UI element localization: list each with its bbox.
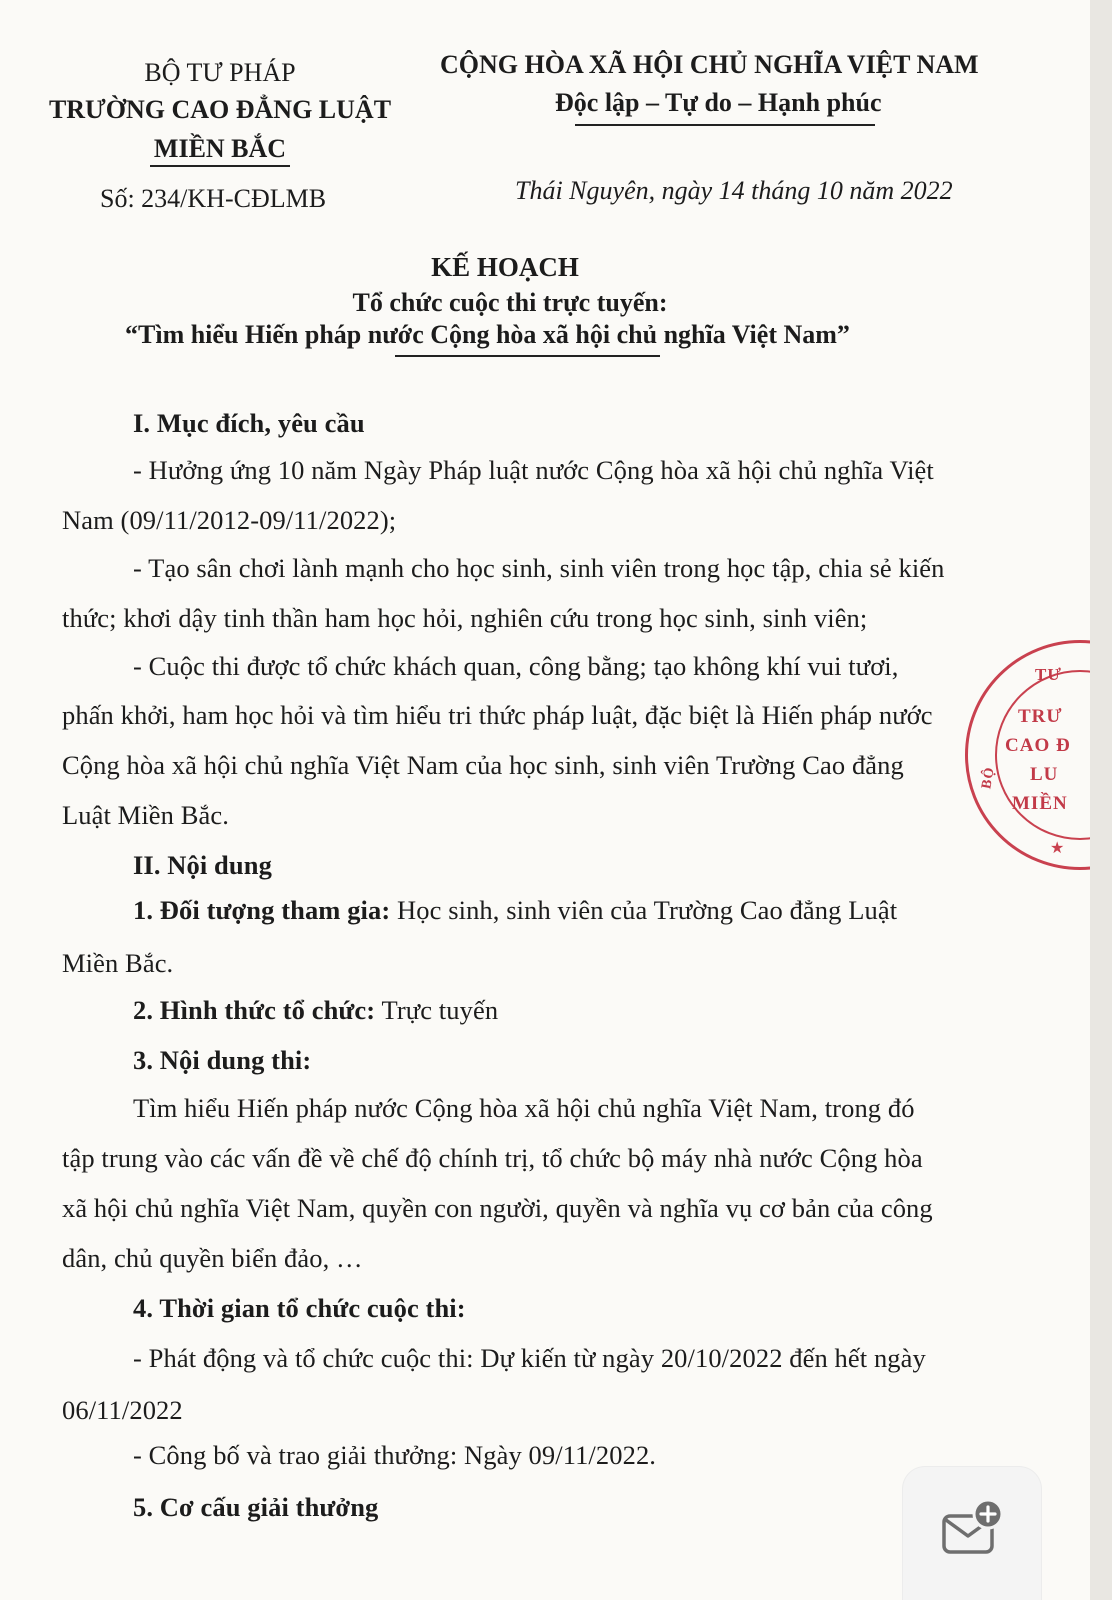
doc-subtitle-quote: “Tìm hiểu Hiến pháp nước Cộng hòa xã hội chủ nghĩa Việt Nam” <box>125 320 850 349</box>
paragraph-line: - Hưởng ứng 10 năm Ngày Pháp luật nước Cộng hòa xã hội chủ nghĩa Việt <box>133 455 934 485</box>
item-1-text: Học sinh, sinh viên của Trường Cao đẳng Luật <box>390 895 898 925</box>
stamp-text: LU <box>1030 764 1059 785</box>
mail-add-icon[interactable] <box>938 1498 1010 1565</box>
section-heading-2: II. Nội dung <box>133 850 272 880</box>
place-date: Thái Nguyên, ngày 14 tháng 10 năm 2022 <box>515 176 953 205</box>
country-name: CỘNG HÒA XÃ HỘI CHỦ NGHĨA VIỆT NAM <box>440 50 979 79</box>
section-heading-1: I. Mục đích, yêu cầu <box>133 408 365 438</box>
paragraph-line: - Công bố và trao giải thưởng: Ngày 09/11/2022. <box>133 1440 657 1470</box>
paragraph-line: - Cuộc thi được tổ chức khách quan, công bằng; tạo không khí vui tươi, <box>133 651 899 681</box>
paragraph-line: Cộng hòa xã hội chủ nghĩa Việt Nam của học sinh, sinh viên Trường Cao đẳng <box>62 750 904 780</box>
school-name: TRƯỜNG CAO ĐẲNG LUẬT <box>48 95 392 124</box>
stamp-text: TRƯ <box>1018 706 1063 727</box>
paragraph-line: 06/11/2022 <box>62 1395 183 1425</box>
item-4-label: 4. Thời gian tổ chức cuộc thi: <box>133 1293 466 1323</box>
stamp-text: TƯ <box>1035 665 1062 684</box>
paragraph-line: - Tạo sân chơi lành mạnh cho học sinh, sinh viên trong học tập, chia sẻ kiến <box>133 553 945 583</box>
item-1-label: 1. Đối tượng tham gia: <box>133 895 391 925</box>
item-2-text: Trực tuyến <box>375 995 499 1025</box>
paragraph-line: Miền Bắc. <box>62 948 174 978</box>
paragraph-line: tập trung vào các vấn đề về chế độ chính trị, tổ chức bộ máy nhà nước Cộng hòa <box>62 1143 923 1173</box>
item-5-label: 5. Cơ cấu giải thưởng <box>133 1492 379 1522</box>
motto: Độc lập – Tự do – Hạnh phúc <box>555 88 882 117</box>
stamp-text: MIỀN <box>1012 793 1068 814</box>
item-3-label: 3. Nội dung thi: <box>133 1045 312 1075</box>
item-2-label: 2. Hình thức tổ chức: <box>133 995 376 1025</box>
ministry-name: BỘ TƯ PHÁP <box>144 58 296 87</box>
paragraph-line: dân, chủ quyền biển đảo, … <box>62 1243 363 1273</box>
item-1 <box>133 895 897 926</box>
paragraph-line: Tìm hiểu Hiến pháp nước Cộng hòa xã hội chủ nghĩa Việt Nam, trong đó <box>133 1093 915 1123</box>
paragraph-line: thức; khơi dậy tinh thần ham học hỏi, nghiên cứu trong học sinh, sinh viên; <box>62 603 868 633</box>
motto-underline <box>575 124 875 126</box>
school-region: MIỀN BẮC <box>153 134 287 163</box>
title-underline <box>395 355 660 357</box>
paragraph-line: phấn khởi, ham học hỏi và tìm hiểu tri thức pháp luật, đặc biệt là Hiến pháp nước <box>62 700 933 730</box>
left-header-underline <box>150 165 290 167</box>
doc-subtitle: Tổ chức cuộc thi trực tuyến: <box>352 288 668 317</box>
stamp-text: CAO Đ <box>1005 735 1071 756</box>
stamp-text: BỘ <box>979 765 998 791</box>
stamp-star-icon: ★ <box>1050 840 1065 857</box>
document-number: Số: 234/KH-CĐLMB <box>100 184 327 213</box>
paragraph-line: xã hội chủ nghĩa Việt Nam, quyền con người, quyền và nghĩa vụ cơ bản của công <box>62 1193 933 1223</box>
paragraph-line: Nam (09/11/2012-09/11/2022); <box>62 505 397 535</box>
item-2 <box>133 995 498 1026</box>
doc-title: KẾ HOẠCH <box>431 252 579 282</box>
page-edge <box>1090 0 1112 1600</box>
paragraph-line: Luật Miền Bắc. <box>62 800 229 830</box>
paragraph-line: - Phát động và tổ chức cuộc thi: Dự kiến từ ngày 20/10/2022 đến hết ngày <box>133 1343 926 1373</box>
